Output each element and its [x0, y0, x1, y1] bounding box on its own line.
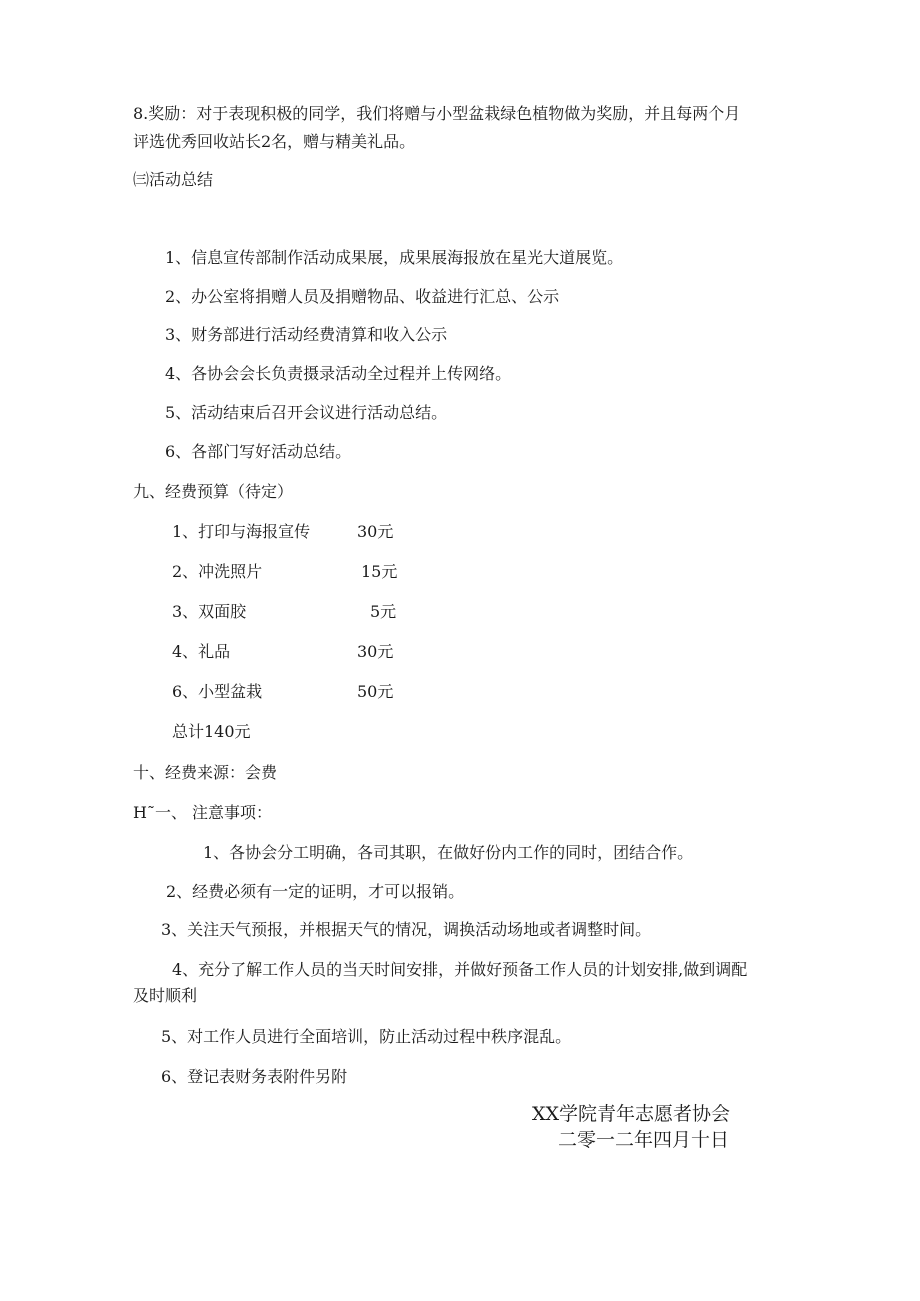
- budget-item-name: 3、双面胶: [172, 602, 247, 621]
- notes-item-4: 4、充分了解工作人员的当天时间安排，并做好预备工作人员的计划安排,做到调配: [172, 960, 748, 979]
- notes-item-3: 3、关注天气预报，并根据天气的情况，调换活动场地或者调整时间。: [161, 920, 652, 939]
- budget-heading: 九、经费预算（待定）: [133, 482, 294, 501]
- budget-item-amount: 5元: [370, 602, 397, 621]
- notes-item-1: 1、各协会分工明确，各司其职，在做好份内工作的同时，团结合作。: [203, 843, 694, 862]
- budget-item-name: 1、打印与海报宣传: [172, 522, 311, 541]
- reward-line-1: 8.奖励：对于表现积极的同学，我们将赠与小型盆栽绿色植物做为奖励，并且每两个月: [133, 104, 741, 123]
- budget-item-name: 2、冲洗照片: [172, 562, 263, 581]
- budget-item-amount: 30元: [357, 642, 394, 661]
- summary-item-3: 3、财务部进行活动经费清算和收入公示: [165, 325, 448, 344]
- signature-date: 二零一二年四月十日: [558, 1129, 730, 1151]
- funding-source: 十、经费来源：会费: [133, 763, 278, 782]
- signature-organization: XX学院青年志愿者协会: [532, 1103, 731, 1125]
- summary-item-4: 4、各协会会长负责摄录活动全过程并上传网络。: [165, 364, 512, 383]
- budget-item-name: 4、礼品: [172, 642, 231, 661]
- summary-item-2: 2、办公室将捐赠人员及捐赠物品、收益进行汇总、公示: [165, 287, 560, 306]
- summary-item-1: 1、信息宣传部制作活动成果展，成果展海报放在星光大道展览。: [165, 248, 624, 267]
- reward-line-2: 评选优秀回收站长2名，赠与精美礼品。: [133, 132, 416, 151]
- budget-total: 总计140元: [172, 722, 251, 741]
- notes-item-4-cont: 及时顺利: [133, 986, 198, 1005]
- budget-item-amount: 50元: [357, 682, 394, 701]
- summary-heading: ㈢活动总结: [133, 170, 214, 189]
- notes-item-5: 5、对工作人员进行全面培训，防止活动过程中秩序混乱。: [161, 1027, 572, 1046]
- summary-item-5: 5、活动结束后召开会议进行活动总结。: [165, 403, 448, 422]
- notes-heading: H˜一、 注意事项：: [133, 803, 273, 822]
- notes-item-2: 2、经费必须有一定的证明，才可以报销。: [166, 882, 465, 901]
- notes-item-6: 6、登记表财务表附件另附: [161, 1067, 348, 1086]
- summary-item-6: 6、各部门写好活动总结。: [165, 442, 352, 461]
- budget-item-amount: 30元: [357, 522, 394, 541]
- budget-item-name: 6、小型盆栽: [172, 682, 263, 701]
- budget-item-amount: 15元: [361, 562, 398, 581]
